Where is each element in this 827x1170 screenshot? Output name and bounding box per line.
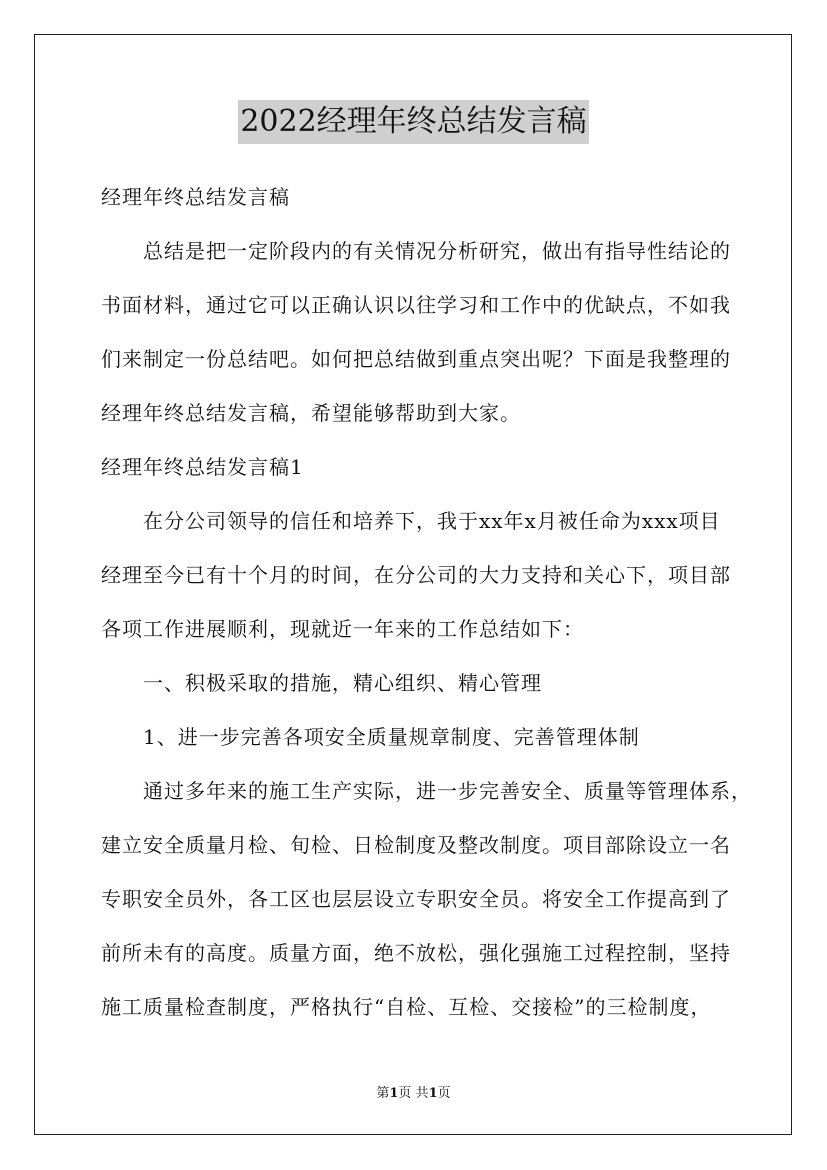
text-line: 一、积极采取的措施，精心组织、精心管理 [143, 671, 542, 695]
text-line: 经理年终总结发言稿，希望能够帮助到大家。 [101, 401, 521, 425]
footer-middle: 页 共 [398, 1086, 429, 1101]
text-line: 们来制定一份总结吧。如何把总结做到重点突出呢？下面是我整理的 [101, 347, 731, 371]
document-title: 2022经理年终总结发言稿 [238, 100, 588, 144]
page-footer [0, 1082, 827, 1101]
text-line: 建立安全质量月检、旬检、日检制度及整改制度。项目部除设立一名 [101, 833, 731, 857]
text-line: 各项工作进展顺利，现就近一年来的工作总结如下： [101, 617, 584, 641]
footer-prefix: 第 [376, 1086, 390, 1101]
text-line: 经理年终总结发言稿 [101, 185, 290, 209]
footer-total-pages: 1 [428, 1086, 438, 1101]
text-line: 书面材料，通过它可以正确认识以往学习和工作中的优缺点，不如我 [101, 293, 731, 317]
text-line: 1、进一步完善各项安全质量规章制度、完善管理体制 [143, 725, 640, 749]
text-line: 经理至今已有十个月的时间，在分公司的大力支持和关心下，项目部 [101, 563, 731, 587]
text-line: 通过多年来的施工生产实际，进一步完善安全、质量等管理体系， [143, 779, 752, 803]
text-line: 经理年终总结发言稿1 [101, 455, 304, 479]
text-line: 在分公司领导的信任和培养下，我于xx年x月被任命为xxx项目 [143, 509, 721, 533]
title-container [0, 100, 827, 144]
document-body [101, 170, 752, 1034]
text-line: 总结是把一定阶段内的有关情况分析研究，做出有指导性结论的 [143, 239, 731, 263]
footer-page-number: 1 [389, 1086, 399, 1101]
text-line: 专职安全员外，各工区也层层设立专职安全员。将安全工作提高到了 [101, 887, 731, 911]
text-line: 前所未有的高度。质量方面，绝不放松，强化强施工过程控制，坚持 [101, 941, 731, 965]
text-line: 施工质量检查制度，严格执行“自检、互检、交接检”的三检制度， [101, 995, 712, 1019]
footer-suffix: 页 [437, 1086, 451, 1101]
